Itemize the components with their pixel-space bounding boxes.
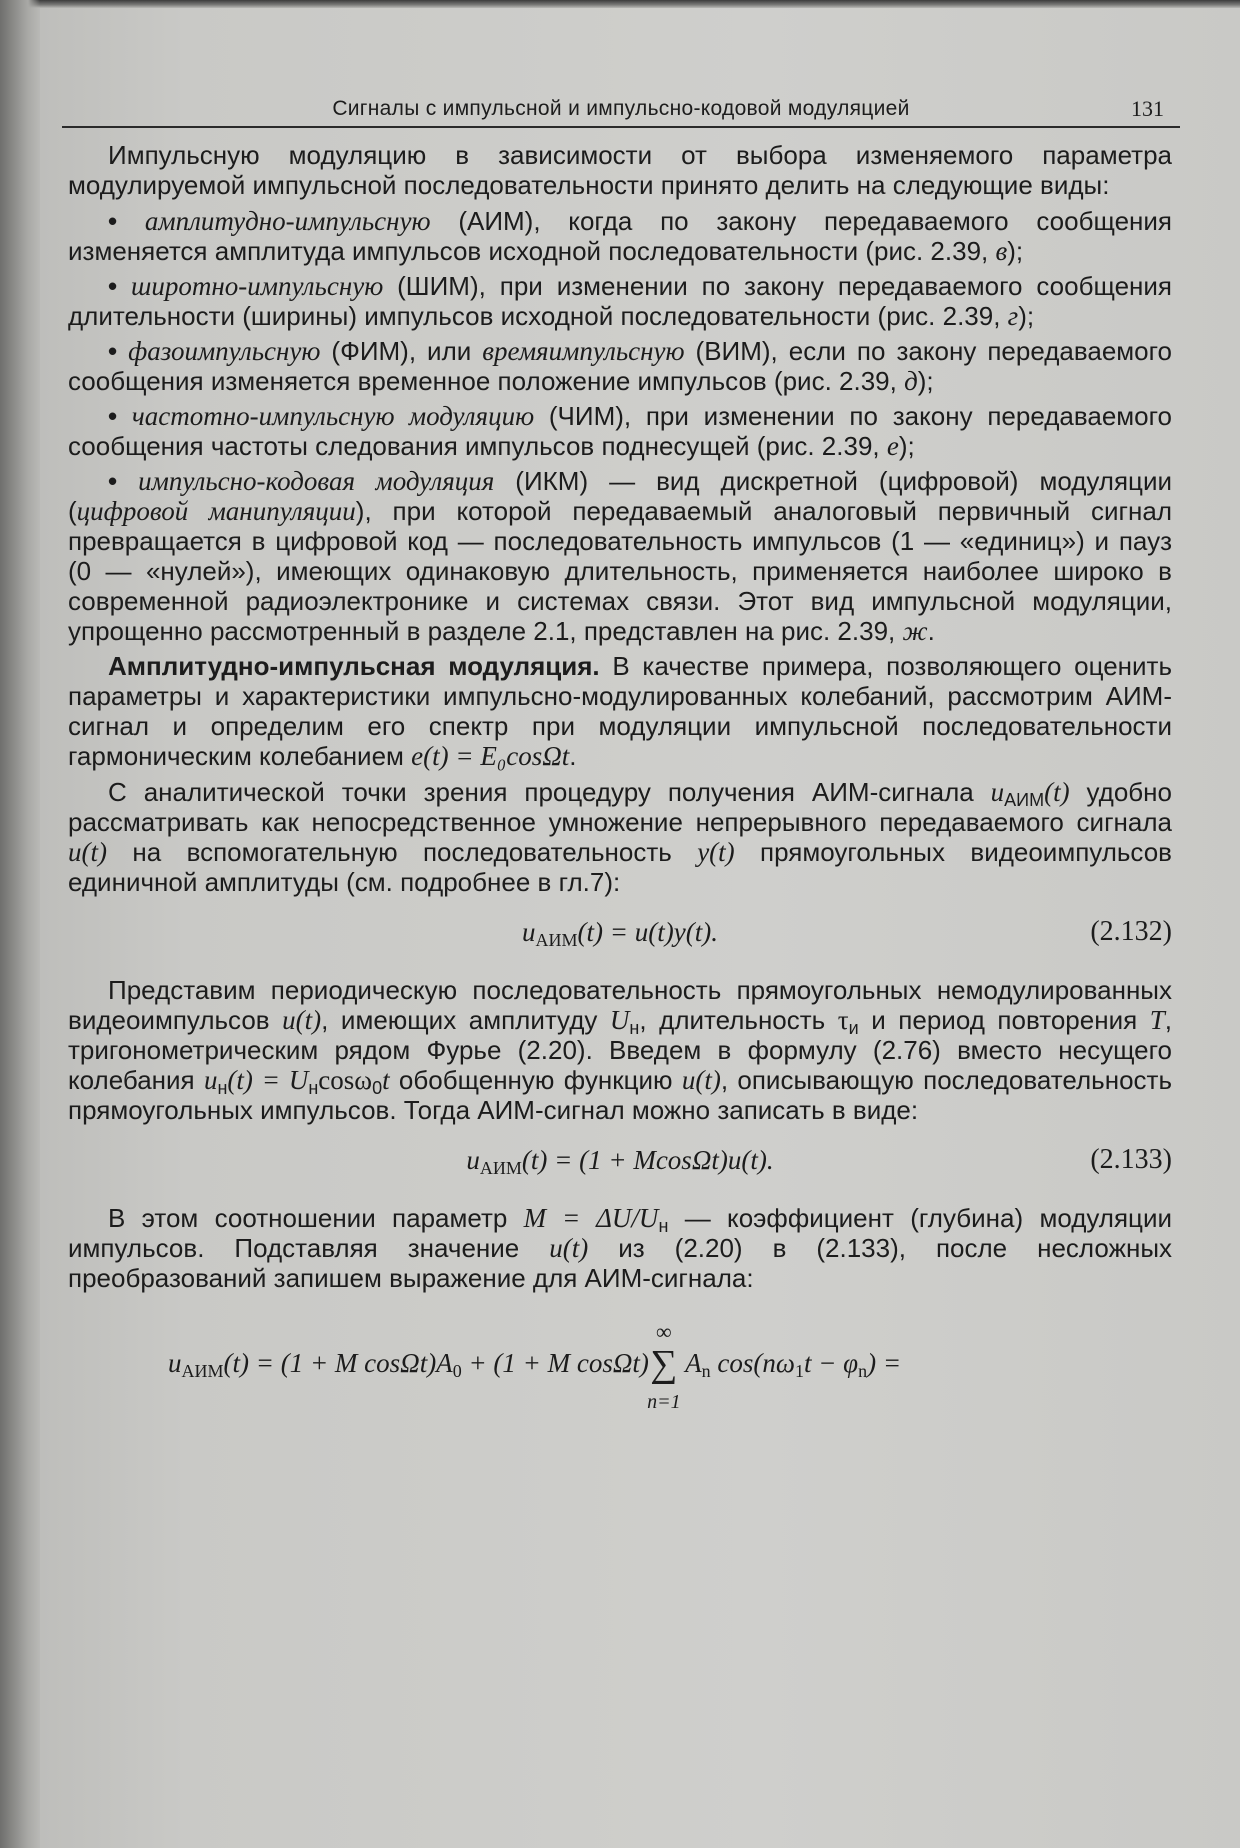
- equation-aim-series: [68, 1307, 1172, 1417]
- page-top-edge: [0, 0, 1240, 8]
- intro-paragraph: Импульсную модуляцию в зависимости от выбора изменяемого параметра модулируемой импульсной последовательности принято делить на следующие виды:: [68, 140, 1172, 200]
- bullet-icon: •: [108, 271, 132, 301]
- coefficient-paragraph: В этом соотношении параметр $M = \Delta U/U_н$ — коэффициент (глубина) модуляции импульсов. Подставляя значение u(t) из (2.20) в (2.133), после несложных преобразований запишем выражение для АИМ-сигнала:: [68, 1203, 1173, 1293]
- page-body: [68, 140, 1172, 1417]
- summation-upper-limit: ∞: [656, 1319, 672, 1344]
- equation-expression: $u_{АИМ}(t) = (1$ + MсosΩt)u(t).: [466, 1145, 774, 1178]
- section-heading: Амплитудно-импульсная модуляция.: [108, 651, 600, 681]
- list-item-shim: • широтно-импульсную (ШИМ), при изменении по закону передаваемого сообщения длительности (ширины) импульсов исходной последовательности (рис. 2.39, г);: [68, 271, 1173, 331]
- equation-2-132: [68, 905, 1172, 965]
- bullet-icon: •: [108, 466, 139, 496]
- list-item-ikm: • импульсно-кодовая модуляция (ИКМ) — вид дискретной (цифровой) модуляции (цифровой манипуляции), при которой передаваемый аналоговый первичный сигнал превращается в цифровой код — последовательность импульсов (1 — «единиц») и пауз (0 — «нулей»), имеющих одинаковую длительность, применяется наиболее широко в современной радиоэлектронике и системах связи. Этот вид импульсной модуляции, упрощенно рассмотренный в разделе 2.1, представлен на рис. 2.39, ж.: [68, 466, 1172, 646]
- running-title: Сигналы с импульсной и импульсно-кодовой модуляцией: [332, 97, 910, 120]
- equation-2-133: [68, 1133, 1172, 1193]
- page-number: 131: [1131, 96, 1164, 121]
- list-item-fim: • фазоимпульсную (ФИМ), или времяимпульсную (ВИМ), если по закону передаваемого сообщения изменяется временное положение импульсов (рис. 2.39, д);: [68, 336, 1172, 396]
- bullet-icon: •: [108, 401, 132, 431]
- summation-lower-limit: n=1: [647, 1391, 681, 1413]
- binding-shadow: [0, 0, 40, 1848]
- equation-number: (2.133): [1090, 1144, 1172, 1175]
- summation-sign: [647, 1319, 681, 1413]
- sigma-icon: ∑: [650, 1343, 678, 1385]
- bullet-icon: •: [108, 336, 129, 366]
- running-header: [62, 90, 1180, 128]
- equation-expression: $u_{АИМ}(t) = u(t)y(t)$.: [522, 917, 718, 950]
- list-item-aim: • амплитудно-импульсную (АИМ), когда по закону передаваемого сообщения изменяется амплитуда импульсов исходной последовательности (рис. 2.39, в);: [68, 206, 1172, 266]
- aim-paragraph: Амплитудно-импульсная модуляция. В качестве примера, позволяющего оценить параметры и характеристики импульсно-модулированных колебаний, рассмотрим АИМ-сигнал и определим его спектр при модуляции импульсной последовательности гармоническим колебанием e(t) = E₀cosΩt.: [68, 651, 1172, 771]
- analytic-paragraph: С аналитической точки зрения процедуру получения АИМ-сигнала $u_{АИМ}(t)$ удобно рассматривать как непосредственное умножение непрерывного передаваемого сигнала u(t) на вспомогательную последовательность y(t) прямоугольных видеоимпульсов единичной амплитуды (см. подробнее в гл.7):: [68, 777, 1172, 897]
- list-item-chim: • частотно-импульсную модуляцию (ЧИМ), при изменении по закону передаваемого сообщения частоты следования импульсов поднесущей (рис. 2.39, е);: [68, 401, 1172, 461]
- bullet-icon: •: [108, 206, 145, 236]
- equation-expression: $u_{АИМ}(t) = (1 + M$ $\cos\Omega t)A_0 + (1 + M$ cosΩt) ∞ ∑ n=1 $A_n$ $\cos(n\omega_1t - \varphi_n)$ =: [168, 1345, 901, 1383]
- fourier-paragraph: Представим периодическую последовательность прямоугольных немодулированных видеоимпульсов u(t), имеющих амплитуду $U_н$, длительность $\tau_и$ и период повторения T, тригонометрическим рядом Фурье (2.20). Введем в формулу (2.76) вместо несущего колебания $u_н(t) = U_н\cos\omega_0t$ обобщенную функцию u(t), описывающую последовательность прямоугольных импульсов. Тогда АИМ-сигнал можно записать в виде:: [68, 975, 1172, 1125]
- equation-number: (2.132): [1090, 916, 1172, 947]
